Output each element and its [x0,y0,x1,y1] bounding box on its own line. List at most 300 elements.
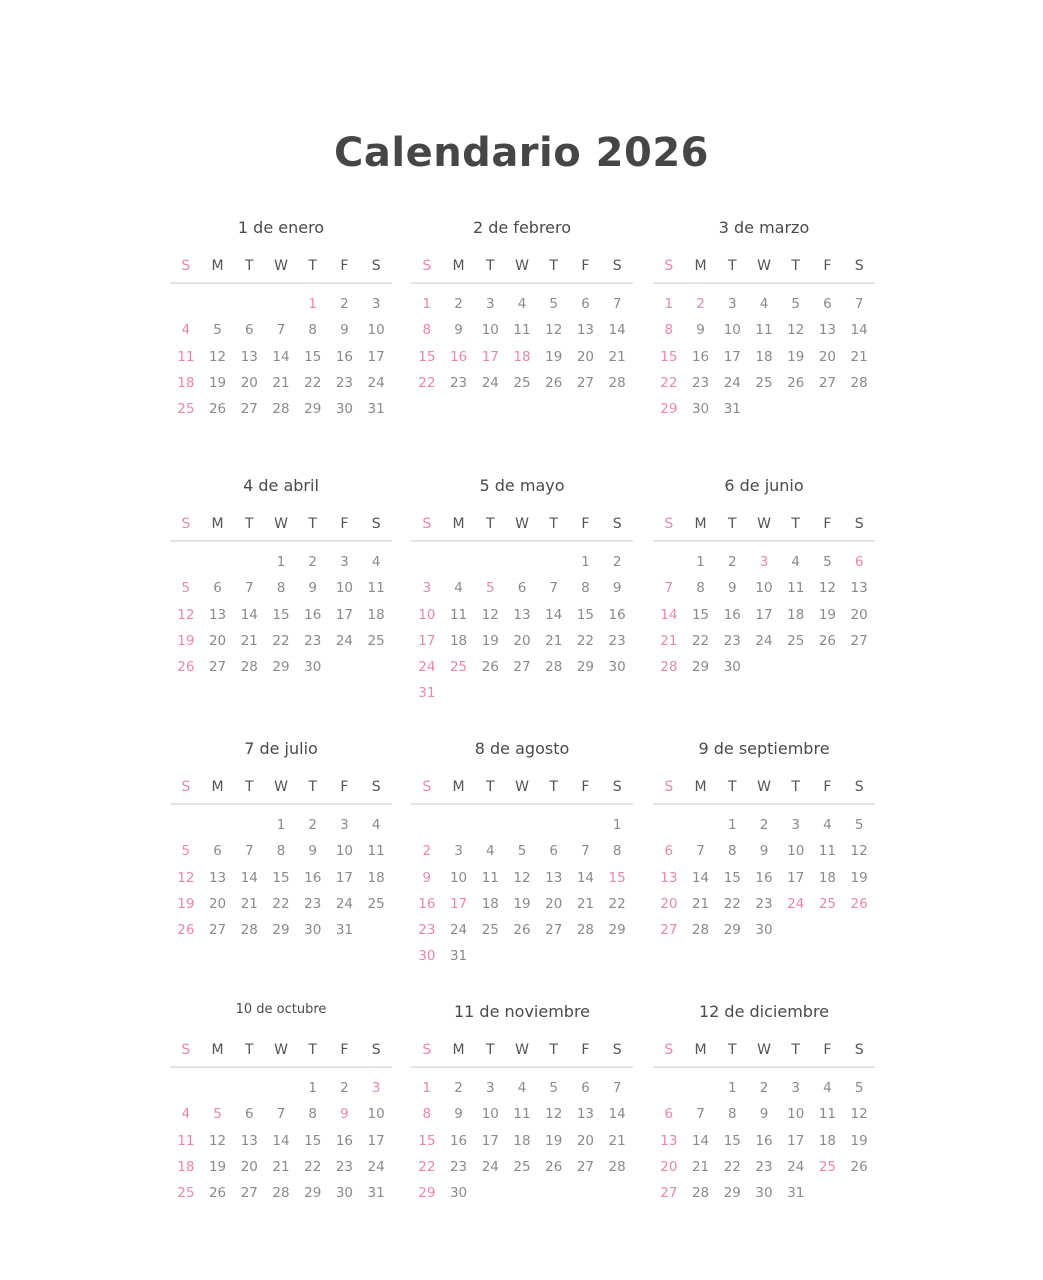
day-cell: 16 [755,869,773,886]
month-title: 5 de mayo [479,476,565,495]
day-cell: 10 [449,869,468,886]
day-cell: 19 [177,632,195,649]
day-cell: 20 [545,895,563,912]
day-grid [170,549,392,680]
day-cell: 28 [608,1158,626,1175]
day-cell: 30 [304,659,322,676]
empty-day-cell [474,549,506,575]
day-cell: 9 [422,869,432,886]
day-cell: 28 [240,659,258,676]
empty-day-cell [233,291,265,317]
weekday-label: F [340,779,349,795]
weekday-label: S [422,779,432,795]
day-cell: 20 [208,895,227,912]
day-cell: 19 [208,374,227,391]
weekday-label: W [757,779,771,795]
weekday-header [653,1042,875,1068]
day-cell: 19 [850,869,868,886]
day-cell: 25 [755,374,773,391]
day-cell: 6 [823,296,832,312]
day-cell: 25 [513,1158,531,1175]
weekday-label: S [422,516,432,532]
day-cell: 11 [755,322,773,339]
month-title: 8 de agosto [474,739,570,758]
day-cell: 8 [581,580,590,597]
weekday-label: F [823,1042,832,1058]
day-cell: 10 [418,606,436,623]
day-cell: 19 [545,1132,563,1149]
empty-day-cell [538,812,570,838]
day-cell: 27 [576,374,595,391]
day-cell: 11 [513,322,531,339]
day-cell: 11 [367,580,385,597]
weekday-label: T [308,516,317,532]
day-cell: 22 [608,895,626,912]
day-cell: 23 [449,1158,468,1175]
day-cell: 12 [208,348,227,365]
day-cell: 15 [723,1132,741,1149]
day-cell: 31 [418,685,436,702]
day-cell: 26 [850,1158,868,1175]
day-cell: 24 [367,1158,385,1175]
day-cell: 15 [272,869,290,886]
weekday-header [411,1042,633,1068]
day-cell: 24 [481,374,499,391]
empty-day-cell [653,1075,685,1101]
day-cell: 12 [481,606,499,623]
day-cell: 22 [576,632,595,649]
weekday-header [653,258,875,284]
day-cell: 20 [240,1158,258,1175]
day-cell: 24 [335,632,354,649]
day-cell: 15 [608,869,626,886]
weekday-label: M [452,516,465,532]
weekday-label: T [549,516,558,532]
day-grid [653,291,875,422]
day-grid [170,812,392,943]
day-cell: 4 [791,554,800,570]
day-cell: 7 [612,296,622,312]
day-cell: 7 [696,1106,705,1123]
weekday-header [411,516,633,542]
day-cell: 17 [481,1132,499,1149]
day-cell: 6 [244,1106,254,1123]
weekday-label: T [791,516,800,532]
day-cell: 11 [787,580,805,597]
month-3 [653,218,875,422]
day-cell: 20 [576,348,595,365]
day-cell: 18 [513,1132,531,1149]
day-cell: 9 [759,843,769,860]
day-cell: 6 [517,580,527,597]
day-cell: 16 [304,606,322,623]
day-cell: 27 [576,1158,595,1175]
day-cell: 2 [308,817,317,833]
day-cell: 17 [367,348,385,365]
day-cell: 18 [367,606,385,623]
empty-day-cell [170,812,202,838]
weekday-label: M [452,258,465,274]
day-cell: 13 [208,869,227,886]
day-cell: 17 [418,632,436,649]
month-2 [411,218,633,396]
day-cell: 7 [612,1080,622,1096]
day-cell: 11 [449,606,468,623]
day-cell: 24 [335,895,354,912]
empty-day-cell [202,549,234,575]
day-cell: 5 [213,322,222,339]
weekday-label: T [245,516,254,532]
day-cell: 1 [581,554,590,570]
day-cell: 25 [481,922,499,939]
day-cell: 18 [818,869,837,886]
day-cell: 26 [850,895,868,912]
day-cell: 23 [723,632,741,649]
weekday-label: S [181,516,191,532]
day-cell: 10 [787,1106,805,1123]
day-cell: 13 [545,869,563,886]
weekday-label: W [757,258,771,274]
day-cell: 6 [664,1106,674,1123]
day-cell: 11 [513,1106,531,1123]
day-cell: 4 [823,817,832,833]
day-cell: 21 [660,632,678,649]
day-grid [653,549,875,680]
weekday-label: T [245,779,254,795]
day-cell: 29 [272,659,290,676]
day-cell: 21 [240,895,258,912]
weekday-label: W [757,516,771,532]
weekday-label: T [728,258,737,274]
day-cell: 11 [481,869,499,886]
month-title: 12 de diciembre [698,1002,830,1021]
day-cell: 2 [696,296,705,312]
day-cell: 28 [240,922,258,939]
day-cell: 6 [244,322,254,339]
day-cell: 29 [608,922,626,939]
day-cell: 6 [664,843,674,860]
day-cell: 9 [454,1106,463,1123]
day-cell: 12 [787,322,805,339]
day-cell: 1 [422,1080,432,1096]
day-cell: 18 [481,895,499,912]
day-cell: 4 [181,322,191,339]
weekday-label: F [340,258,349,274]
day-cell: 17 [723,348,741,365]
day-cell: 27 [660,922,678,939]
day-cell: 23 [755,1158,773,1175]
day-cell: 27 [545,922,563,939]
day-cell: 1 [308,296,317,312]
day-cell: 20 [208,632,227,649]
weekday-label: T [549,779,558,795]
day-cell: 25 [787,632,805,649]
day-cell: 18 [449,632,468,649]
day-cell: 12 [850,843,868,860]
day-cell: 12 [545,1106,563,1123]
weekday-label: S [854,1042,864,1058]
day-cell: 13 [208,606,227,623]
empty-day-cell [538,549,570,575]
day-cell: 28 [545,659,563,676]
day-cell: 7 [696,843,705,860]
day-cell: 24 [755,632,773,649]
day-cell: 10 [787,843,805,860]
weekday-label: W [757,1042,771,1058]
day-cell: 10 [723,322,741,339]
month-1 [170,218,392,422]
day-cell: 16 [608,606,626,623]
weekday-label: T [728,1042,737,1058]
day-cell: 9 [340,322,349,339]
day-cell: 5 [485,580,495,597]
day-cell: 9 [727,580,737,597]
day-cell: 1 [664,296,674,312]
day-cell: 8 [276,843,286,860]
weekday-label: S [854,779,864,795]
empty-day-cell [411,812,443,838]
day-cell: 22 [272,632,290,649]
weekday-label: M [694,1042,707,1058]
day-cell: 10 [481,322,499,339]
day-cell: 2 [727,554,737,570]
day-cell: 21 [608,1132,626,1149]
day-cell: 21 [691,1158,710,1175]
day-cell: 12 [818,580,837,597]
day-cell: 1 [276,817,286,833]
day-cell: 28 [691,922,710,939]
day-cell: 22 [304,374,322,391]
day-cell: 13 [818,322,837,339]
day-cell: 24 [481,1158,499,1175]
weekday-label: T [308,258,317,274]
weekday-label: T [486,516,495,532]
day-cell: 24 [418,659,436,676]
day-cell: 15 [272,606,290,623]
weekday-label: S [612,1042,622,1058]
day-cell: 17 [787,869,805,886]
day-cell: 22 [723,895,741,912]
day-cell: 24 [367,374,385,391]
weekday-label: S [612,516,622,532]
day-cell: 16 [304,869,322,886]
weekday-label: T [549,1042,558,1058]
weekday-header [170,258,392,284]
weekday-label: T [245,258,254,274]
weekday-label: S [371,516,381,532]
empty-day-cell [233,812,265,838]
day-cell: 8 [308,1106,317,1123]
weekday-label: S [854,258,864,274]
day-cell: 2 [454,296,463,312]
day-cell: 30 [755,922,773,939]
day-cell: 19 [818,606,837,623]
day-cell: 20 [513,632,531,649]
month-4 [170,476,392,680]
day-cell: 2 [454,1080,463,1096]
empty-day-cell [170,549,202,575]
weekday-label: T [728,779,737,795]
day-cell: 23 [304,895,322,912]
day-cell: 21 [272,1158,290,1175]
day-cell: 14 [272,348,290,365]
day-cell: 26 [545,1158,563,1175]
weekday-label: F [340,516,349,532]
day-cell: 4 [181,1106,191,1123]
day-cell: 16 [691,348,710,365]
day-cell: 5 [549,1080,558,1096]
weekday-label: T [308,779,317,795]
day-grid [411,291,633,396]
day-cell: 28 [272,1185,290,1202]
day-cell: 3 [371,1080,381,1096]
day-cell: 3 [791,817,800,833]
weekday-header [653,779,875,805]
day-cell: 1 [276,554,286,570]
month-title: 1 de enero [237,218,325,237]
day-cell: 30 [304,922,322,939]
day-cell: 30 [335,401,354,418]
day-cell: 30 [755,1185,773,1202]
day-cell: 15 [723,869,741,886]
day-cell: 23 [691,374,710,391]
day-cell: 31 [367,401,385,418]
weekday-label: M [452,779,465,795]
day-cell: 10 [367,322,385,339]
day-cell: 8 [727,1106,737,1123]
day-cell: 7 [549,580,558,597]
day-cell: 23 [418,922,436,939]
month-11 [411,1002,633,1206]
weekday-label: S [854,516,864,532]
day-cell: 23 [304,632,322,649]
day-cell: 27 [850,632,868,649]
day-cell: 31 [723,401,741,418]
weekday-label: F [581,779,590,795]
day-cell: 21 [272,374,290,391]
day-cell: 5 [517,843,527,860]
weekday-label: M [694,779,707,795]
day-cell: 2 [759,817,769,833]
month-title: 11 de noviembre [453,1002,591,1021]
day-cell: 9 [308,580,317,597]
day-cell: 7 [664,580,674,597]
day-cell: 3 [340,817,349,833]
day-cell: 29 [691,659,710,676]
weekday-label: W [274,779,288,795]
day-cell: 21 [850,348,868,365]
day-cell: 13 [660,1132,678,1149]
day-cell: 24 [787,1158,805,1175]
day-cell: 15 [418,348,436,365]
day-cell: 18 [755,348,773,365]
weekday-label: M [452,1042,465,1058]
day-cell: 4 [485,843,495,860]
day-cell: 14 [691,1132,710,1149]
day-cell: 30 [449,1185,468,1202]
day-cell: 28 [272,401,290,418]
day-cell: 20 [660,895,678,912]
empty-day-cell [233,1075,265,1101]
weekday-label: S [371,779,381,795]
day-cell: 28 [691,1185,710,1202]
weekday-label: M [211,779,224,795]
month-10 [170,1002,392,1206]
day-cell: 3 [340,554,349,570]
empty-day-cell [506,549,538,575]
day-cell: 13 [850,580,868,597]
weekday-label: F [823,779,832,795]
day-cell: 17 [755,606,773,623]
month-8 [411,739,633,970]
day-cell: 16 [449,1132,468,1149]
weekday-label: T [308,1042,317,1058]
day-cell: 17 [481,348,499,365]
day-cell: 25 [367,895,385,912]
day-cell: 4 [371,554,381,570]
day-cell: 15 [304,1132,322,1149]
day-cell: 16 [335,348,354,365]
day-cell: 20 [240,374,258,391]
weekday-label: S [371,258,381,274]
day-cell: 27 [240,401,258,418]
weekday-label: W [515,1042,529,1058]
weekday-label: S [181,779,191,795]
day-cell: 5 [854,1080,864,1096]
day-cell: 3 [422,580,432,597]
weekday-header [653,516,875,542]
day-cell: 23 [449,374,468,391]
day-cell: 5 [181,843,191,860]
day-cell: 7 [276,322,286,339]
month-title: 3 de marzo [718,218,810,237]
weekday-label: T [486,258,495,274]
day-cell: 22 [418,374,436,391]
day-cell: 16 [418,895,436,912]
weekday-label: F [823,258,832,274]
weekday-label: S [181,1042,191,1058]
day-cell: 12 [545,322,563,339]
day-cell: 29 [304,401,322,418]
day-cell: 15 [418,1132,436,1149]
day-cell: 31 [449,948,468,965]
day-cell: 11 [367,843,385,860]
day-cell: 20 [576,1132,595,1149]
empty-day-cell [653,812,685,838]
day-cell: 6 [549,843,558,860]
weekday-header [170,1042,392,1068]
day-cell: 22 [691,632,710,649]
empty-day-cell [474,812,506,838]
day-cell: 4 [517,1080,527,1096]
day-cell: 4 [517,296,527,312]
weekday-label: S [612,779,622,795]
empty-day-cell [570,812,602,838]
day-grid [653,1075,875,1206]
day-cell: 10 [481,1106,499,1123]
day-cell: 3 [371,296,381,312]
day-cell: 9 [340,1106,349,1123]
day-cell: 20 [660,1158,678,1175]
day-cell: 9 [759,1106,769,1123]
day-cell: 12 [513,869,531,886]
day-cell: 1 [422,296,432,312]
day-grid [170,1075,392,1206]
weekday-label: S [371,1042,381,1058]
day-grid [411,812,633,970]
month-title: 10 de octubre [235,1002,327,1017]
day-cell: 1 [308,1080,317,1096]
